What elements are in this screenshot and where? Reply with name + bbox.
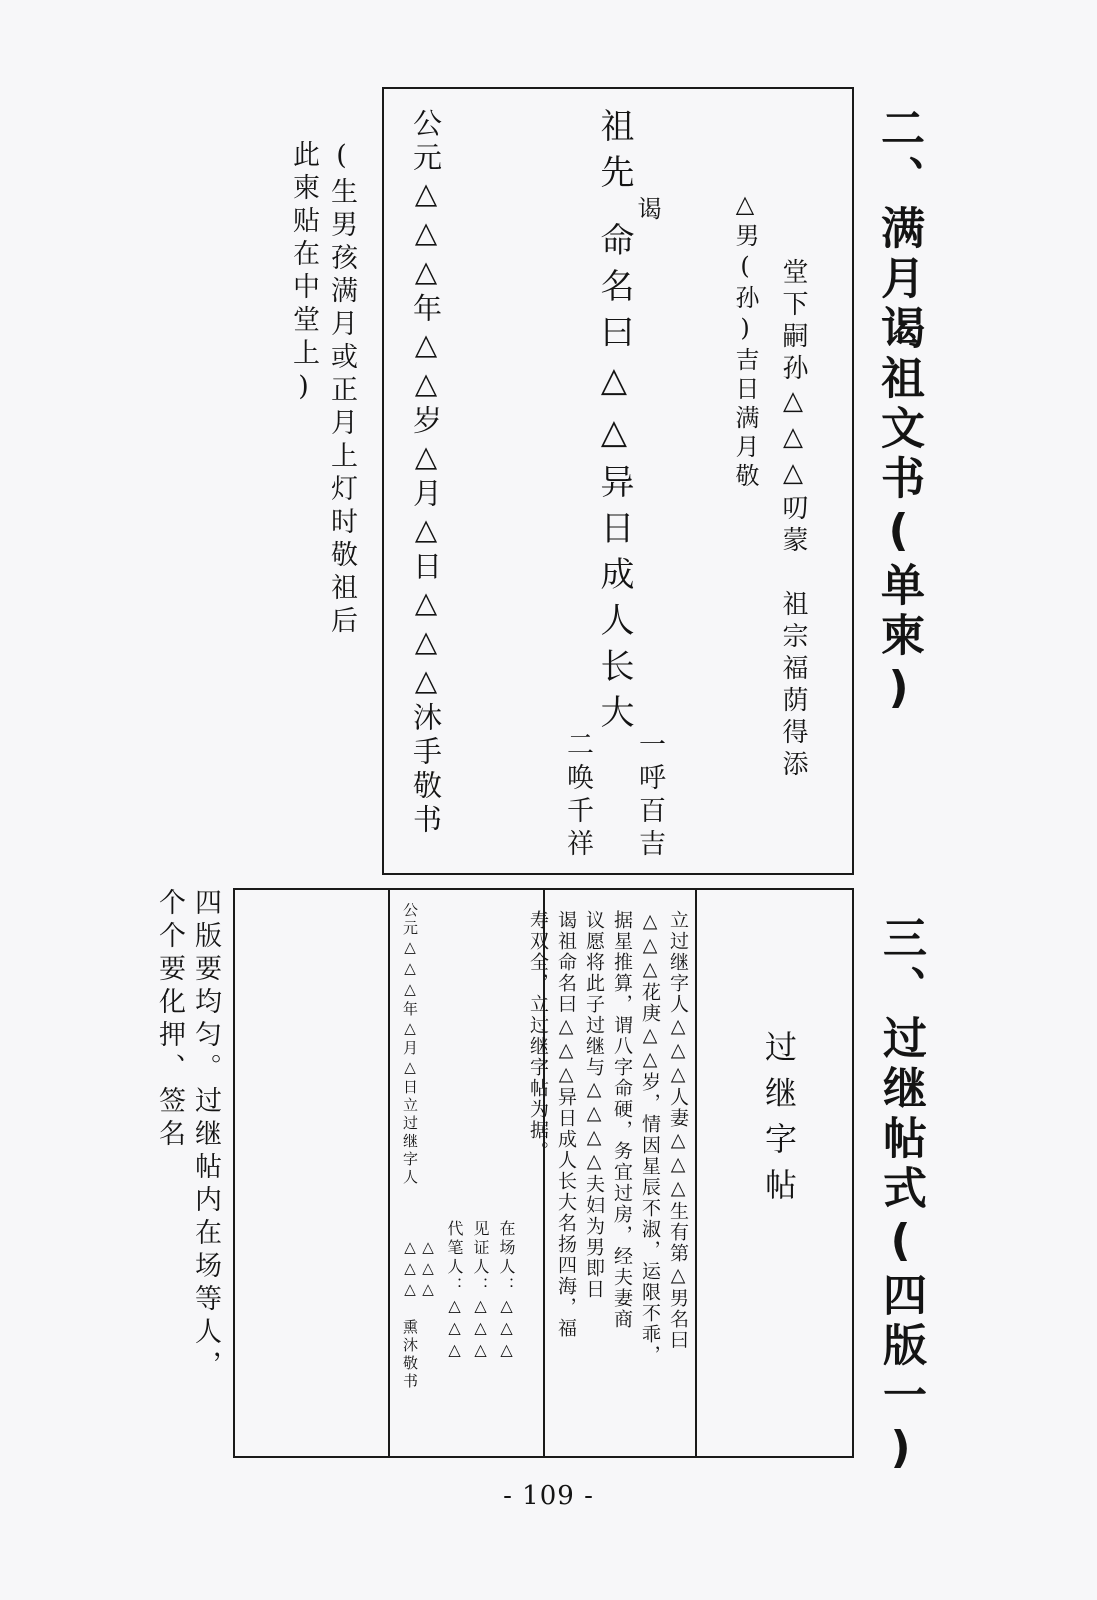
page-number: - 109 - — [503, 1481, 594, 1511]
card-line3-main: 祖先 — [594, 108, 634, 200]
panel2-col4: 议愿将此子过继与△△△△夫妇为男即日 — [583, 910, 605, 1300]
card-blessing2: 二唤千祥 — [562, 730, 593, 862]
section3-heading: 三、过继帖式(四版一) — [875, 915, 926, 1479]
panel2-col1: 立过继字人△△△人妻△△△生有第△男名曰 — [667, 910, 689, 1351]
panel2-col6: 寿双全，立过继字帖为据。 — [527, 910, 549, 1162]
panel3-signer: △△△ — [419, 1238, 437, 1301]
card-line2: △男(孙)吉日满月敬 — [731, 190, 759, 492]
panel1-title: 过继字帖 — [760, 1030, 798, 1214]
section2-heading: 二、满月谒祖文书(单柬) — [873, 105, 924, 719]
section3-note-col1: 四版要均匀。过继帖内在场等人， — [190, 888, 221, 1383]
panel-divider-3 — [388, 888, 390, 1458]
panel2-col2: △△△花庚△△岁，情因星辰不淑，运限不乖， — [639, 910, 661, 1366]
card-line1: 堂下嗣孙△△△叨蒙 祖宗福荫得添 — [778, 258, 808, 782]
panel3-signer-sign: △△△ 熏沐敬书 — [401, 1238, 419, 1391]
panel-divider-1 — [695, 888, 697, 1458]
section3-note-col2: 个个要化押、签名 — [154, 888, 185, 1152]
card-date-line: 公元△△△年△△岁△月△日△△△沐手敬书 — [409, 108, 443, 838]
panel2-col5: 谒祖命名曰△△△异日成人长大名扬四海，福 — [555, 910, 577, 1339]
panel3-date-line: 公元△△△年△月△日立过继字人 — [401, 902, 419, 1187]
panel3-witness-onsite: 在场人：△△△ — [497, 1220, 516, 1362]
section2-note-col1: (生男孩满月或正月上灯时敬祖后 — [326, 140, 357, 639]
section2-note-col2: 此柬贴在中堂上) — [288, 140, 319, 408]
panel2-col3: 据星推算，谓八字命硬，务宜过房，经夫妻商 — [611, 910, 633, 1330]
card-line3 — [590, 108, 639, 200]
panel3-witness-scribe: 代笔人：△△△ — [445, 1220, 464, 1362]
card-blessing1: 一呼百吉 — [634, 730, 665, 862]
card-line3-rest: 命名曰△△异日成人长大 — [594, 222, 634, 740]
card-line3-small: 谒 — [633, 196, 661, 220]
panel3-witness-verifier: 见证人：△△△ — [471, 1220, 490, 1362]
